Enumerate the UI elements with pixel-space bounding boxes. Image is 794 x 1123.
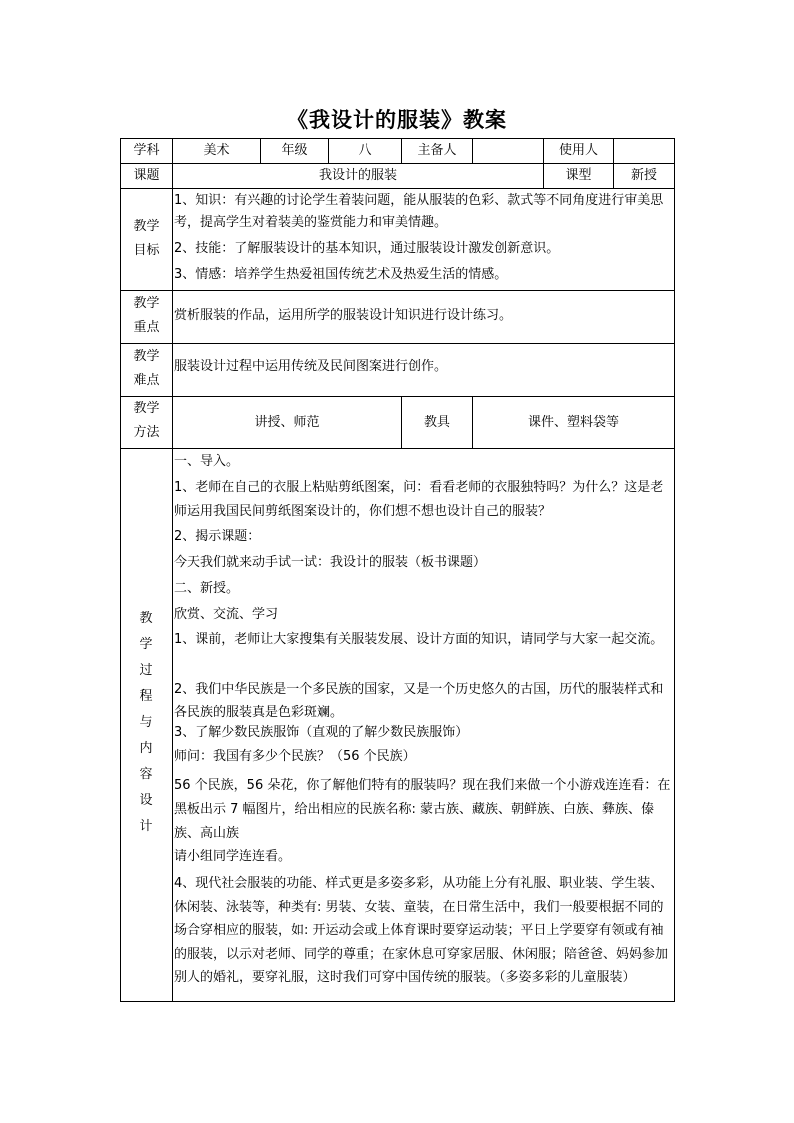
goal-item-2: 2、技能：了解服装设计的基本知识，通过服装设计激发创新意识。: [174, 241, 560, 256]
process-para-9: 3、了解少数民族服饰（直观的了解少数民族服饰）: [174, 725, 469, 740]
grade-label: 年级: [281, 143, 308, 158]
process-para-13: 4、现代社会服装的功能、样式更是多姿多彩，从功能上分有礼服、职业装、学生装、休闲装、泳装等，种类有: 男装、女装、童装，在日常生活中，我们一般要根据不同的场合穿相应的服装，如: 开运动会或上体育课时要穿运动装；平日上学要穿有领或有袖的服装，以示对老师、同学的尊重；在家休息可穿家居服、休闲服；陪爸爸、妈妈参加别人的婚礼，要穿礼服，这时我们可穿中国传统的服装。（多姿多彩的儿童服装）: [174, 876, 669, 985]
topic-value: 我设计的服装: [318, 168, 397, 183]
goals-label: 教学 目标: [133, 219, 160, 258]
lesson-type-value: 新授: [630, 168, 657, 183]
difficulty-text: 服装设计过程中运用传统及民间图案进行创作。: [174, 359, 448, 374]
subject-label: 学科: [133, 143, 160, 158]
method-value: 讲授、师范: [254, 414, 320, 430]
difficulty-label: 教学 难点: [133, 349, 160, 388]
process-para-6: 欣赏、交流、学习: [174, 607, 279, 622]
goal-item-1: 1、知识：有兴趣的讨论学生着装问题，能从服装的色彩、款式等不同角度进行审美思考，提高学生对着装美的鉴赏能力和审美情趣。: [174, 193, 664, 230]
process-para-8: 2、我们中华民族是一个多民族的国家，又是一个历史悠久的古国，历代的服装样式和各民族的服装真是色彩斑斓。: [174, 682, 664, 720]
document-title: 《我设计的服装》教案: [287, 107, 507, 132]
method-label: 教学 方法: [133, 401, 160, 440]
preparer-value: [473, 139, 543, 163]
process-para-3: 2、揭示课题：: [174, 529, 261, 544]
user-value: [614, 139, 674, 163]
process-para-12: 请小组同学连连看。: [174, 849, 292, 864]
keypoints-text: 赏析服装的作品，运用所学的服装设计知识进行设计练习。: [174, 308, 513, 323]
tools-value: 课件、塑料袋等: [527, 414, 619, 430]
keypoints-label: 教学 重点: [133, 296, 160, 335]
process-para-7: 1、课前，老师让大家搜集有关服装发展、设计方面的知识，请同学与大家一起交流。: [174, 632, 664, 647]
subject-value: 美术: [203, 143, 230, 158]
process-para-1: 一、导入。: [174, 454, 240, 469]
process-para-2: 1、老师在自己的衣服上粘贴剪纸图案，问：看看老师的衣服独特吗？为什么？这是老师运用我国民间剪纸图案设计的，你们想不想也设计自己的服装？: [174, 480, 664, 519]
user-label: 使用人: [558, 143, 598, 158]
preparer-label: 主备人: [417, 143, 457, 158]
tools-label: 教具: [423, 414, 450, 430]
grade-value: 八: [358, 143, 372, 158]
topic-label: 课题: [133, 168, 160, 183]
process-para-10: 师问：我国有多少个民族？（56 个民族）: [174, 749, 416, 764]
process-para-5: 二、新授。: [174, 581, 240, 596]
goal-item-3: 3、情感：培养学生热爱祖国传统艺术及热爱生活的情感。: [174, 267, 508, 282]
lesson-type-label: 课型: [565, 168, 592, 183]
process-para-11: 56 个民族，56 朵花，你了解他们特有的服装吗？现在我们来做一个小游戏连连看：在黑板出示 7 幅图片，给出相应的民族名称: 蒙古族、藏族、朝鲜族、白族、彝族、傣族、高山族: [174, 778, 671, 841]
process-label: 教 学 过 程 与 内 容 设 计: [139, 611, 153, 834]
process-para-4: 今天我们就来动手试一试：我设计的服装（板书课题）: [174, 555, 487, 570]
